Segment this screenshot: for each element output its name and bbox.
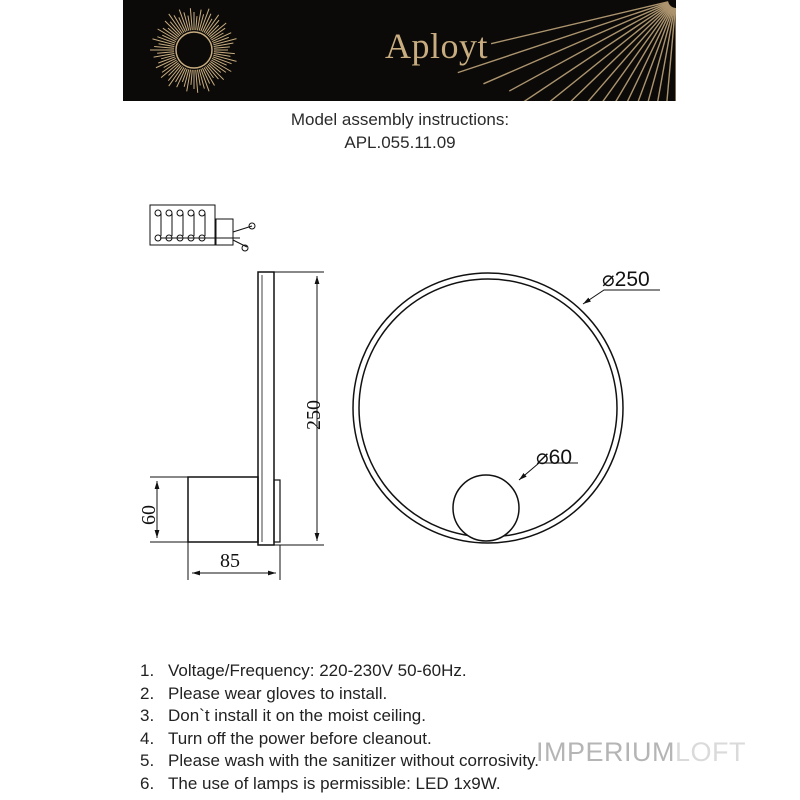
height-dimension-label: 250 [303,400,325,430]
instructions-list [140,660,539,796]
base-height-dimension-label: 60 [138,505,160,525]
shade-diameter-label: ⌀60 [536,446,573,469]
depth-dimension-label: 85 [220,550,240,572]
lamp-globe [453,475,519,541]
list-item: 6. The use of lamps is permissible: LED 1x9W. [140,773,501,793]
brand-logo-text: Aployt [385,26,489,66]
front-view [353,273,623,543]
list-item: 4. Turn off the power before cleanout. [140,728,432,748]
list-item: 3. Don`t install it on the moist ceiling. [140,706,426,726]
list-item: 1. Voltage/Frequency: 220-230V 50-60Hz. [140,661,467,680]
list-item: 5. Please wash with the sanitizer without corrosivity. [140,751,540,771]
dimension-lines [150,272,660,580]
ring-diameter-label: ⌀250 [602,268,650,291]
model-number: APL.055.11.09 [344,133,456,152]
watermark: IMPERIUMLOFT [536,737,747,767]
list-item: 2. Please wear gloves to install. [140,683,388,703]
wiring-diagram [150,205,255,251]
side-view [188,272,280,545]
document-title: Model assembly instructions: [290,110,510,129]
